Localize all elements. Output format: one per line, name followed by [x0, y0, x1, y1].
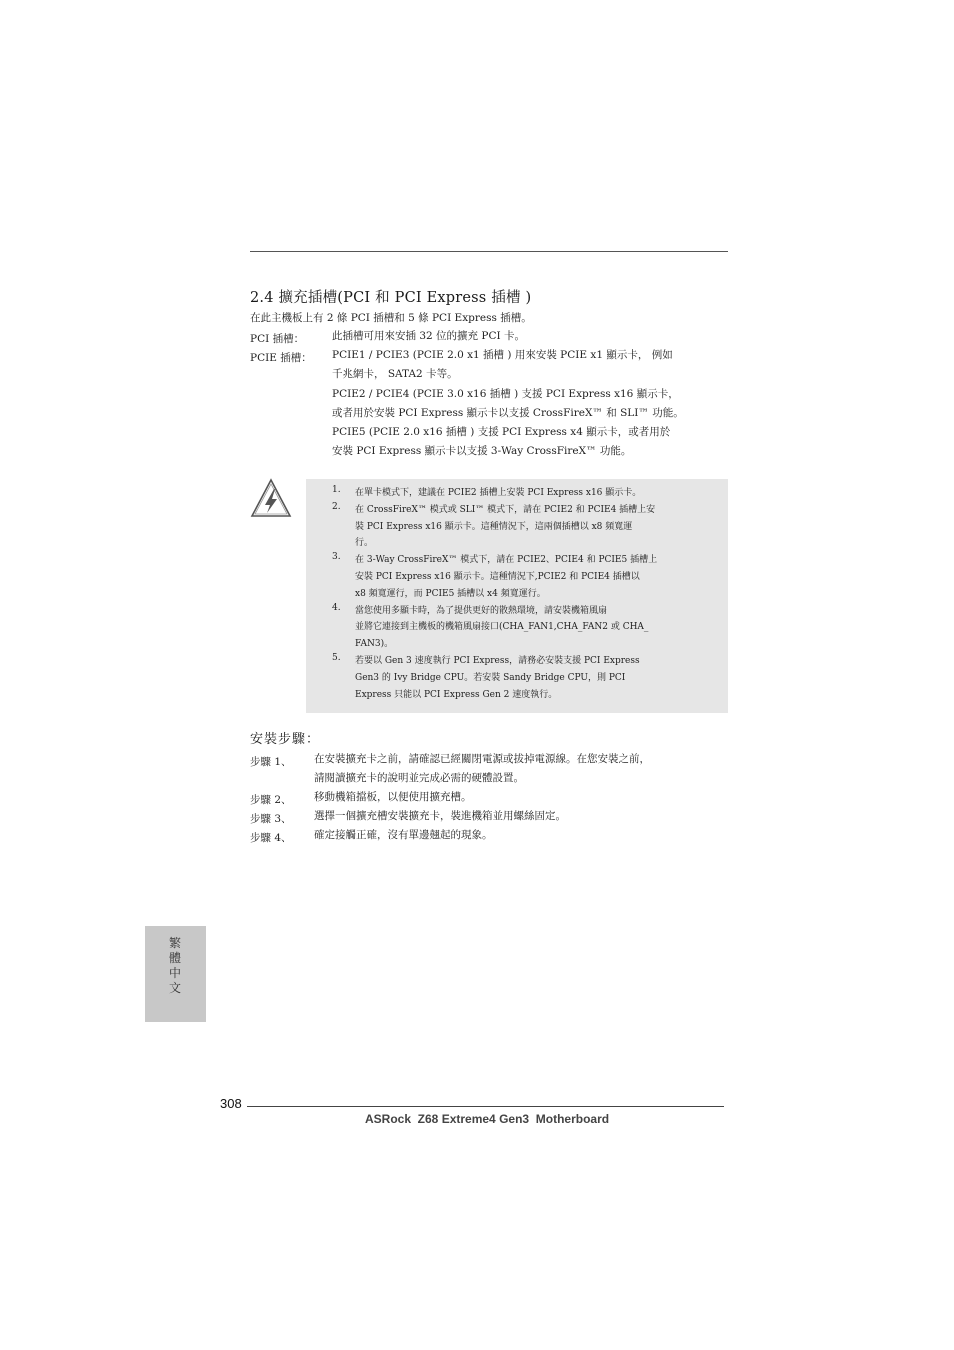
language-tab-label: 繁體中文 [168, 936, 181, 995]
step-line: 請閱讀擴充卡的說明並完成必需的硬體設置。 [314, 772, 524, 785]
top-rule [250, 251, 728, 252]
step-text [314, 788, 472, 807]
note-line: 當您使用多顯卡時，為了提供更好的散熱環境，請安裝機箱風扇 [355, 605, 608, 616]
note-line: 安裝 PCI Express x16 顯示卡。這種情況下,PCIE2 和 PCIE4 插槽以 [355, 571, 640, 582]
step-text [314, 750, 650, 789]
page-number: 308 [220, 1096, 242, 1111]
step-label: 步驟 1、 [250, 756, 292, 768]
desc-line: 此插槽可用來安插 32 位的擴充 PCI 卡。 [332, 330, 525, 342]
step-text [314, 826, 493, 845]
desc-line: 安裝 PCI Express 顯示卡以支援 3-Way CrossFireX™ 功能。 [332, 445, 632, 458]
desc-line: PCIE2 / PCIE4 (PCIE 3.0 x16 插槽 ) 支援 PCI Express x16 顯示卡， [332, 387, 679, 400]
note-item [332, 502, 722, 552]
desc-pcie [332, 346, 728, 462]
desc-pci [332, 327, 728, 346]
warning-triangle-icon [250, 478, 292, 520]
footer-rule [247, 1106, 724, 1107]
install-heading: 安裝步驟： [250, 732, 321, 747]
footer-title: ASRock Z68 Extreme4 Gen3 Motherboard [365, 1112, 610, 1126]
note-number: 1. [332, 485, 341, 495]
note-line: Gen3 的 Ivy Bridge CPU。若安裝 Sandy Bridge CPU，則 PCI [355, 672, 626, 683]
desc-line: PCIE1 / PCIE3 (PCIE 2.0 x1 插槽 ) 用來安裝 PCIE x1 顯示卡， 例如 [332, 349, 673, 361]
note-line: 在單卡模式下，建議在 PCIE2 插槽上安裝 PCI Express x16 顯示卡。 [355, 488, 642, 498]
term-pcie: PCIE 插槽： [250, 352, 312, 364]
note-line: 若要以 Gen 3 速度執行 PCI Express，請務必安裝支援 PCI Express [355, 655, 640, 666]
step-line: 在安裝擴充卡之前，請確認已經關閉電源或拔掉電源線。在您安裝之前， [314, 753, 650, 765]
note-number: 2. [332, 501, 341, 512]
note-line: 並將它連接到主機板的機箱風扇接口(CHA_FAN1,CHA_FAN2 或 CHA_ [355, 622, 649, 633]
step-label: 步驟 3、 [250, 813, 292, 825]
notes-list [332, 485, 722, 703]
step-line: 選擇一個擴充槽安裝擴充卡，裝進機箱並用螺絲固定。 [314, 810, 566, 822]
step-line: 移動機箱擋板，以便使用擴充槽。 [314, 791, 472, 803]
note-line: Express 只能以 PCI Express Gen 2 速度執行。 [355, 689, 558, 700]
note-line: 行。 [355, 538, 374, 549]
note-item [332, 552, 722, 602]
note-item [332, 485, 722, 502]
step-label: 步驟 2、 [250, 794, 292, 806]
step-text [314, 807, 566, 826]
section-intro: 在此主機板上有 2 條 PCI 插槽和 5 條 PCI Express 插槽。 [250, 312, 532, 324]
note-line: 裝 PCI Express x16 顯示卡。這種情況下，這兩個插槽以 x8 頻寬運 [355, 521, 633, 532]
step-label: 步驟 4、 [250, 832, 292, 844]
section-title: 2.4 擴充插槽(PCI 和 PCI Express 插槽 ) [250, 290, 532, 306]
note-line: FAN3)。 [355, 639, 394, 650]
note-number: 5. [332, 652, 341, 663]
desc-line: 或者用於安裝 PCI Express 顯示卡以支援 CrossFireX™ 和 SLI™ 功能。 [332, 406, 684, 419]
note-item [332, 603, 722, 653]
language-tab [145, 926, 206, 1022]
note-line: x8 頻寬運行，而 PCIE5 插槽以 x4 頻寬運行。 [355, 588, 546, 599]
note-number: 4. [332, 602, 341, 613]
note-number: 3. [332, 552, 341, 563]
desc-line: 千兆網卡， SATA2 卡等。 [332, 368, 458, 381]
desc-line: PCIE5 (PCIE 2.0 x16 插槽 ) 支援 PCI Express x4 顯示卡，或者用於 [332, 426, 671, 439]
note-item [332, 653, 722, 703]
term-pci: PCI 插槽： [250, 333, 305, 345]
note-line: 在 CrossFireX™ 模式或 SLI™ 模式下，請在 PCIE2 和 PCIE4 插槽上安 [355, 504, 656, 515]
note-line: 在 3-Way CrossFireX™ 模式下，請在 PCIE2、PCIE4 和 PCIE5 插槽上 [355, 555, 658, 566]
step-line: 確定接觸正確，沒有單邊翹起的現象。 [314, 829, 493, 841]
